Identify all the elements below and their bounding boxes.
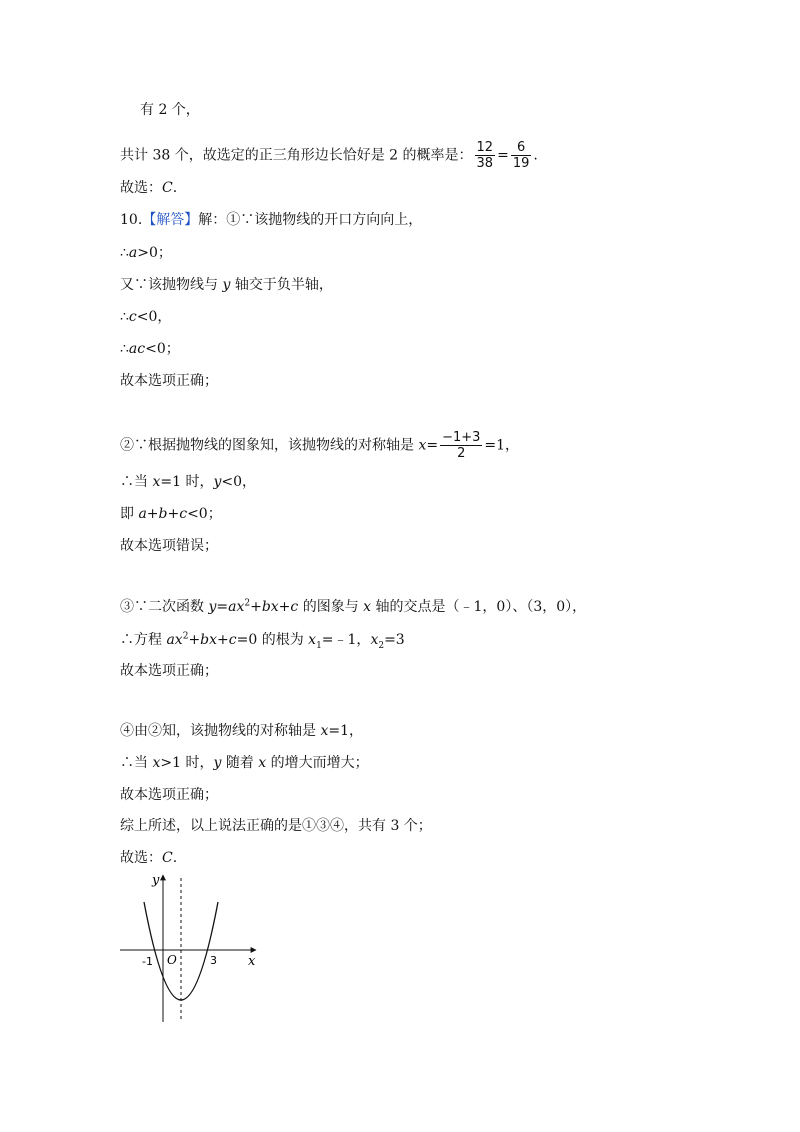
text-line: 有 2 个， <box>140 102 200 118</box>
text-line: 综上所述，以上说法正确的是①③④，共有 3 个； <box>120 818 432 834</box>
x-axis-label: x <box>248 954 256 969</box>
text-line: 故本选项错误； <box>120 538 218 554</box>
symmetry-axis-line: ②∵根据抛物线的图象知，该抛物线的对称轴是 x= $\frac{-1+3}{2}$ =1， <box>120 430 520 461</box>
answer-line: 故选：C. <box>120 180 178 196</box>
three-label: 3 <box>210 954 217 967</box>
fraction-6-19: $\frac{6}{19}$ <box>512 140 530 171</box>
fraction-symmetry: $\frac{-1+3}{2}$ <box>442 430 481 461</box>
probability-line: 共计 38 个，故选定的正三角形边长恰好是 2 的概率是： $\frac{12}{38}$ = $\frac{6}{19}$ . <box>120 140 538 171</box>
text-line: ③∵二次函数 $y=ax^2+bx+c$ 的图象与 x 轴的交点是（﹣1，0）、（3，0）， <box>120 598 587 615</box>
text-line: ∴方程 $ax^2+bx+c=0$ 的根为 $x_1=﹣1$，$x_2=3$ <box>120 631 405 651</box>
text-line: ④由②知，该抛物线的对称轴是 x=1， <box>120 723 363 739</box>
text-line: 故本选项正确； <box>120 663 218 679</box>
text-line: 又∵该抛物线与 y 轴交于负半轴， <box>120 277 333 293</box>
text-line: 故本选项正确； <box>120 373 218 389</box>
solution-header: 10.【解答】解：①∵该抛物线的开口方向向上， <box>120 212 423 228</box>
parabola-graph <box>118 872 268 1027</box>
fraction-12-38: $\frac{12}{38}$ <box>476 140 494 171</box>
neg-one-label: -1 <box>142 955 153 968</box>
origin-label: O <box>167 953 177 967</box>
answer-line: 故选：C. <box>120 850 178 866</box>
text-line: ∴ac<0； <box>120 341 180 357</box>
text-line: ∴当 x=1 时，y<0， <box>120 474 257 490</box>
text-line: ∴a>0； <box>120 245 172 261</box>
text-line: 即 a+b+c<0； <box>120 506 222 522</box>
text-line: 故本选项正确； <box>120 787 218 803</box>
text-line: ∴当 x>1 时，y 随着 x 的增大而增大； <box>120 755 369 771</box>
text-line: ∴c<0， <box>120 309 172 325</box>
y-axis-label: y <box>152 873 160 888</box>
